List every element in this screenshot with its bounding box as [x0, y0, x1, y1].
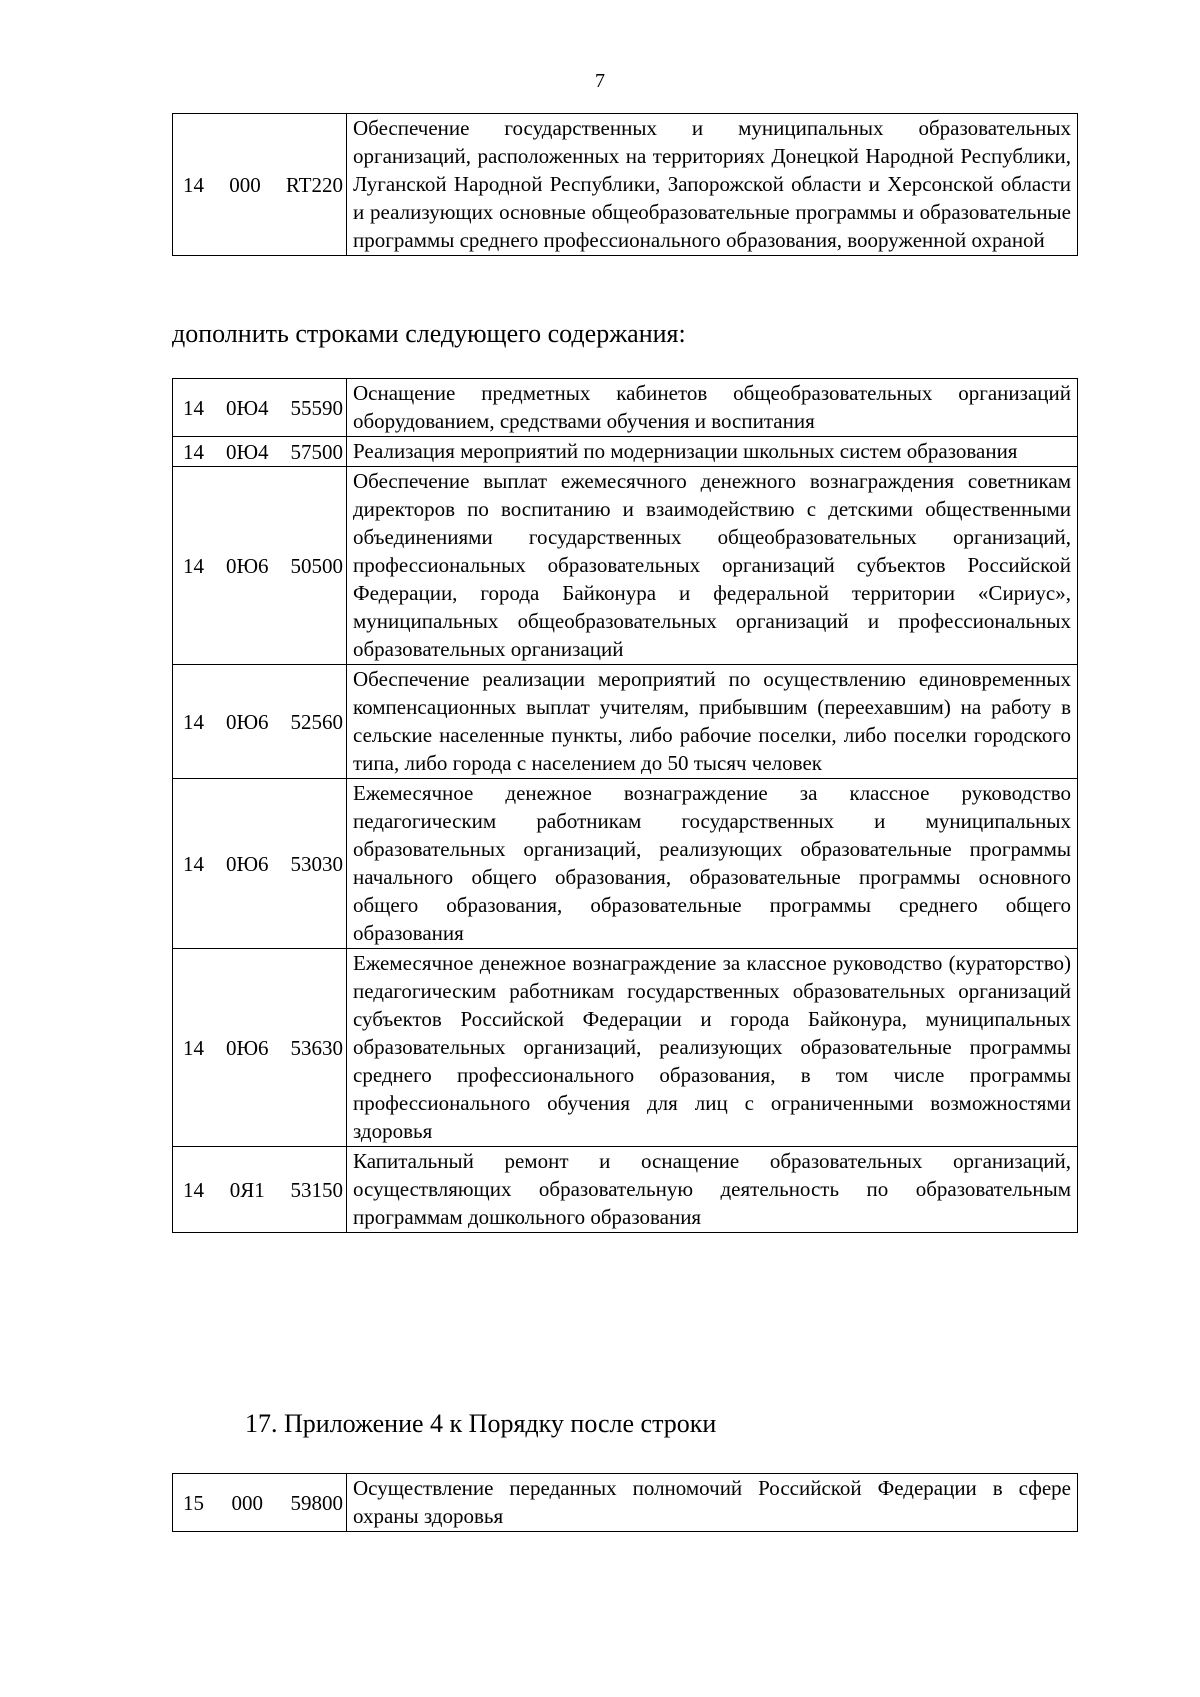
budget-code-cell — [173, 379, 347, 437]
table-row — [173, 665, 1078, 779]
table-row — [173, 949, 1078, 1147]
budget-code-cell — [173, 1474, 347, 1532]
budget-code: 15 000 59800 — [183, 1490, 343, 1515]
budget-code-cell — [173, 665, 347, 779]
description-cell: Обеспечение выплат ежемесячного денежного вознаграждения советникам директоров по воспитанию и взаимодействию с детскими общественными объединениями государственных общеобразовательных организаций, профессиональных образовательных организаций субъектов Российской Федерации, города Байконура и федеральной территории «Сириус», муниципальных общеобразовательных организаций и профессиональных образовательных организаций — [347, 467, 1078, 665]
description-cell: Обеспечение государственных и муниципальных образовательных организаций, расположенных на территориях Донецкой Народной Республики, Луганской Народной Республики, Запорожской области и Херсонской области и реализующих основные общеобразовательные программы и образовательные программы среднего профессионального образования, вооруженной охраной — [347, 114, 1078, 256]
page-number: 7 — [595, 70, 605, 92]
budget-code: 14 0Ю4 55590 — [183, 395, 343, 420]
budget-code: 14 0Ю6 53030 — [183, 851, 343, 876]
budget-code: 14 0Ю6 53630 — [183, 1035, 343, 1060]
budget-code-cell — [173, 437, 347, 467]
budget-code: 14 0Ю4 57500 — [183, 439, 343, 464]
budget-code: 14 0Я1 53150 — [183, 1177, 343, 1202]
description-cell: Оснащение предметных кабинетов общеобразовательных организаций оборудованием, средствами обучения и воспитания — [347, 379, 1078, 437]
table-added-rows — [172, 378, 1078, 1233]
budget-code-cell — [173, 779, 347, 949]
table-row — [173, 467, 1078, 665]
budget-code: 14 0Ю6 52560 — [183, 709, 343, 734]
table-row — [173, 114, 1078, 256]
description-cell: Осуществление переданных полномочий Российской Федерации в сфере охраны здоровья — [347, 1474, 1078, 1532]
description-cell: Капитальный ремонт и оснащение образовательных организаций, осуществляющих образовательную деятельность по образовательным программам дошкольного образования — [347, 1147, 1078, 1233]
description-cell: Реализация мероприятий по модернизации школьных систем образования — [347, 437, 1078, 467]
table-bottom — [172, 1473, 1078, 1532]
budget-code: 14 000 RT220 — [183, 172, 343, 197]
table-row — [173, 1474, 1078, 1532]
description-cell: Ежемесячное денежное вознаграждение за классное руководство (кураторство) педагогическим работникам государственных образовательных организаций субъектов Российской Федерации и города Байконура, муниципальных образовательных организаций, реализующих образовательные программы среднего профессионального образования, в том числе программы профессионального обучения для лиц с ограниченными возможностями здоровья — [347, 949, 1078, 1147]
budget-code-cell — [173, 114, 347, 256]
paragraph-appendix-4: 17. Приложение 4 к Порядку после строки — [245, 1409, 717, 1438]
budget-code-cell — [173, 1147, 347, 1233]
budget-code: 14 0Ю6 50500 — [183, 553, 343, 578]
table-row — [173, 779, 1078, 949]
table-row — [173, 1147, 1078, 1233]
paragraph-add-rows: дополнить строками следующего содержания: — [172, 319, 686, 348]
description-cell: Ежемесячное денежное вознаграждение за классное руководство педагогическим работникам государственных и муниципальных образовательных организаций, реализующих образовательные программы начального общего образования, образовательные программы основного общего образования, образовательные программы среднего общего образования — [347, 779, 1078, 949]
budget-code-cell — [173, 467, 347, 665]
description-cell: Обеспечение реализации мероприятий по осуществлению единовременных компенсационных выплат учителям, прибывшим (переехавшим) на работу в сельские населенные пункты, либо рабочие поселки, либо поселки городского типа, либо города с населением до 50 тысяч человек — [347, 665, 1078, 779]
table-row — [173, 437, 1078, 467]
table-row — [173, 379, 1078, 437]
budget-code-cell — [173, 949, 347, 1147]
table-top — [172, 113, 1078, 256]
